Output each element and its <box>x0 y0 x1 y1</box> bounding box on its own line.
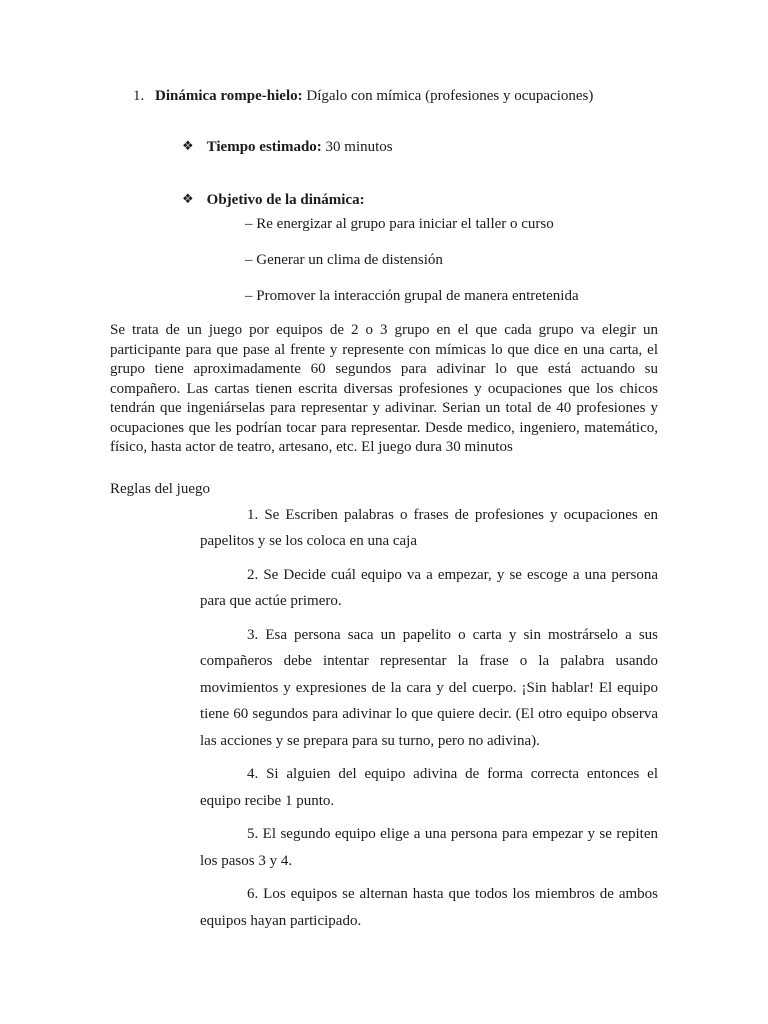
heading-subtitle: Dígalo con mímica (profesiones y ocupaciones) <box>302 88 594 104</box>
diamond-bullet-icon: ❖ <box>182 139 194 154</box>
heading <box>110 86 658 106</box>
rule-item-1: 1. Se Escriben palabras o frases de profesiones y ocupaciones en papelitos y se los coloca en una caja <box>200 506 658 549</box>
rules-title: Reglas del juego <box>110 480 210 497</box>
tiempo-label: Tiempo estimado: <box>206 139 322 155</box>
rule-item-3: 3. Esa persona saca un papelito o carta y sin mostrárselo a sus compañeros debe intentar representar la frase o la palabra usando movimientos y expresiones de la cara y del cuerpo. ¡Sin hablar! El equipo tiene 60 segundos para adivinar lo que quiere decir. (El otro equipo observa las acciones y se prepara para su turno, pero no adivina). <box>200 626 658 749</box>
intro-paragraph: Se trata de un juego por equipos de 2 o 3 grupo en el que cada grupo va elegir un participante para que pase al frente y represente con mímicas lo que dice en una carta, el grupo tiene aproximadamente 60 segundos para adivinar lo que está actuando su compañero. Las cartas tienen escrita diversas profesiones y ocupaciones que los chicos tendrán que ingeniárselas para representar y adivinar. Serian un total de 40 profesiones y ocupaciones que les podrían tocar para representar. Desde medico, ingeniero, matemático, físico, hasta actor de teatro, artesano, etc. El juego dura 30 minutos <box>110 322 658 455</box>
rule-item-5: 5. El segundo equipo elige a una persona para empezar y se repiten los pasos 3 y 4. <box>200 826 658 869</box>
diamond-bullet-icon: ❖ <box>182 192 194 207</box>
objectives-list <box>110 214 658 306</box>
objective-item: – Promover la interacción grupal de manera entretenida <box>245 288 579 304</box>
rule-item-4: 4. Si alguien del equipo adivina de forma correcta entonces el equipo recibe 1 punto. <box>200 766 658 809</box>
objetivo-label: Objetivo de la dinámica: <box>206 192 365 208</box>
objective-item: – Generar un clima de distensión <box>245 252 443 268</box>
tiempo-value: 30 minutos <box>321 139 393 155</box>
heading-title: Dinámica rompe-hielo: <box>155 88 303 104</box>
rule-item-6: 6. Los equipos se alternan hasta que todos los miembros de ambos equipos hayan participado. <box>200 886 658 929</box>
bullet-tiempo <box>182 137 658 158</box>
bullet-objetivo <box>182 190 658 211</box>
objective-item: – Re energizar al grupo para iniciar el taller o curso <box>245 216 554 232</box>
heading-number: 1. <box>133 88 145 104</box>
rule-item-2: 2. Se Decide cuál equipo va a empezar, y se escoge a una persona para que actúe primero. <box>200 566 658 609</box>
